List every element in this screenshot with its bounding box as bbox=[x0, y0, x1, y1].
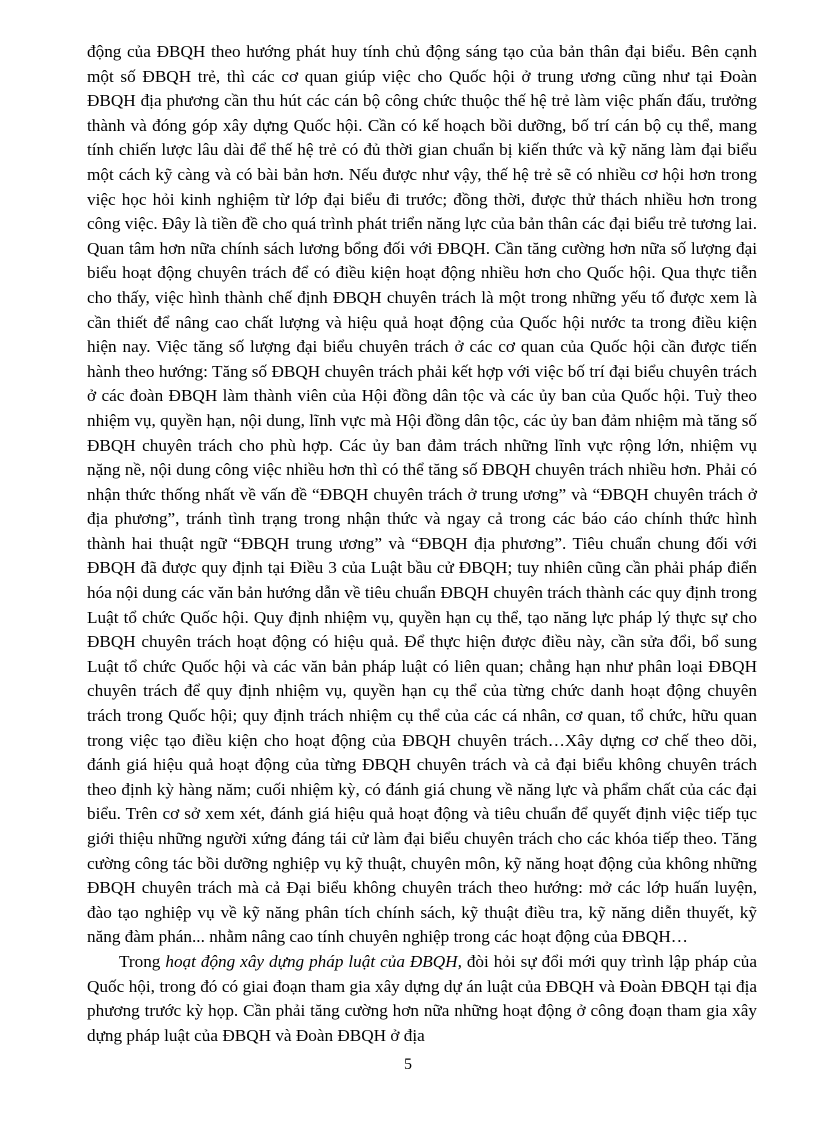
page-number: 5 bbox=[404, 1056, 412, 1073]
document-page bbox=[87, 40, 757, 1048]
paragraph-2-rest: đòi hỏi sự đổi mới quy trình lập pháp của Quốc hội, trong đó có giai đoạn tham gia xây dựng dự án luật của ĐBQH và Đoàn ĐBQH tại địa phương trước kỳ họp. Cần phải tăng cường hơn nữa những hoạt động ở công đoạn tham gia xây dựng pháp luật của ĐBQH và Đoàn ĐBQH ở địa bbox=[87, 951, 757, 1045]
body-paragraph-1: động của ĐBQH theo hướng phát huy tính chủ động sáng tạo của bản thân đại biểu. Bên cạnh một số ĐBQH trẻ, thì các cơ quan giúp việc cho Quốc hội ở trung ương cũng như tại Đoàn ĐBQH địa phương cần thu hút các cán bộ công chức thuộc thế hệ trẻ làm việc phấn đấu, trưởng thành và đóng góp xây dựng Quốc hội. Cần có kế hoạch bồi dưỡng, bố trí cán bộ cụ thể, mang tính chiến lược lâu dài để thế hệ trẻ có đủ thời gian chuẩn bị kiến thức và kỹ năng làm đại biểu một cách kỹ càng và có bài bản hơn. Nếu được như vậy, thế hệ trẻ sẽ có nhiều cơ hội hơn trong việc học hỏi kinh nghiệm từ lớp đại biểu đi trước; đồng thời, được thử thách nhiều hơn trong công việc. Đây là tiền đề cho quá trình phát triển năng lực của bản thân các đại biểu trẻ tương lai. Quan tâm hơn nữa chính sách lương bổng đối với ĐBQH. Cần tăng cường hơn nữa số lượng đại biểu hoạt động chuyên trách để có điều kiện hoạt động nhiều hơn cho Quốc hội. Qua thực tiễn cho thấy, việc hình thành chế định ĐBQH chuyên trách là một trong những yếu tố được xem là cần thiết để nâng cao chất lượng và hiệu quả hoạt động của Quốc hội nước ta trong điều kiện hiện nay. Việc tăng số lượng đại biểu chuyên trách ở các cơ quan của Quốc hội cần được tiến hành theo hướng: Tăng số ĐBQH chuyên trách phải kết hợp với việc bố trí đại biểu chuyên trách ở các đoàn ĐBQH làm thành viên của Hội đồng dân tộc và các ủy ban của Quốc hội. Tuỳ theo nhiệm vụ, quyền hạn, nội dung, lĩnh vực mà Hội đồng dân tộc, các ủy ban đảm nhiệm mà tăng số ĐBQH chuyên trách cho phù hợp. Các ủy ban đảm trách những lĩnh vực rộng lớn, nhiệm vụ nặng nề, nội dung công việc nhiều hơn thì có thể tăng số ĐBQH chuyên trách nhiều hơn. Phải có nhận thức thống nhất về vấn đề “ĐBQH chuyên trách ở trung ương” và “ĐBQH chuyên trách ở địa phương”, tránh tình trạng trong nhận thức và ngay cả trong các báo cáo chính thức hình thành hai thuật ngữ “ĐBQH trung ương” và “ĐBQH địa phương”. Tiêu chuẩn chung đối với ĐBQH đã được quy định tại Điều 3 của Luật bầu cử ĐBQH; tuy nhiên cũng cần phải pháp điển hóa nội dung các văn bản hướng dẫn về tiêu chuẩn ĐBQH chuyên trách thành các quy định trong Luật tổ chức Quốc hội. Quy định nhiệm vụ, quyền hạn cụ thể, tạo năng lực pháp lý thực sự cho ĐBQH chuyên trách hoạt động có hiệu quả. Để thực hiện được điều này, cần sửa đổi, bổ sung Luật tổ chức Quốc hội và các văn bản pháp luật có liên quan; chẳng hạn như phân loại ĐBQH chuyên trách để quy định nhiệm vụ, quyền hạn cụ thể của từng chức danh hoạt động chuyên trách trong Quốc hội; quy định trách nhiệm cụ thể của các cá nhân, cơ quan, tổ chức, hữu quan trong việc tạo điều kiện cho hoạt động của ĐBQH chuyên trách…Xây dựng cơ chế theo dõi, đánh giá hiệu quả hoạt động của từng ĐBQH chuyên trách và cả đại biểu không chuyên trách theo định kỳ hàng năm; cuối nhiệm kỳ, có đánh giá chung về năng lực và phẩm chất của các đại biểu. Trên cơ sở xem xét, đánh giá hiệu quả hoạt động và tiêu chuẩn để quyết định việc tiếp tục giới thiệu những người xứng đáng tái cử làm đại biểu chuyên trách cho các khóa tiếp theo. Tăng cường công tác bồi dưỡng nghiệp vụ kỹ thuật, chuyên môn, kỹ năng hoạt động của không những ĐBQH chuyên trách mà cả Đại biểu không chuyên trách theo hướng: mở các lớp huấn luyện, đào tạo nghiệp vụ về kỹ năng phân tích chính sách, kỹ thuật điều tra, kỹ năng diễn thuyết, kỹ năng đàm phán... nhằm nâng cao tính chuyên nghiệp trong các hoạt động của ĐBQH… bbox=[87, 42, 757, 947]
paragraph-2-lead: Trong bbox=[119, 951, 166, 971]
body-paragraph-2 bbox=[87, 950, 757, 1048]
paragraph-2-emphasis: hoạt động xây dựng pháp luật của ĐBQH, bbox=[165, 951, 462, 971]
